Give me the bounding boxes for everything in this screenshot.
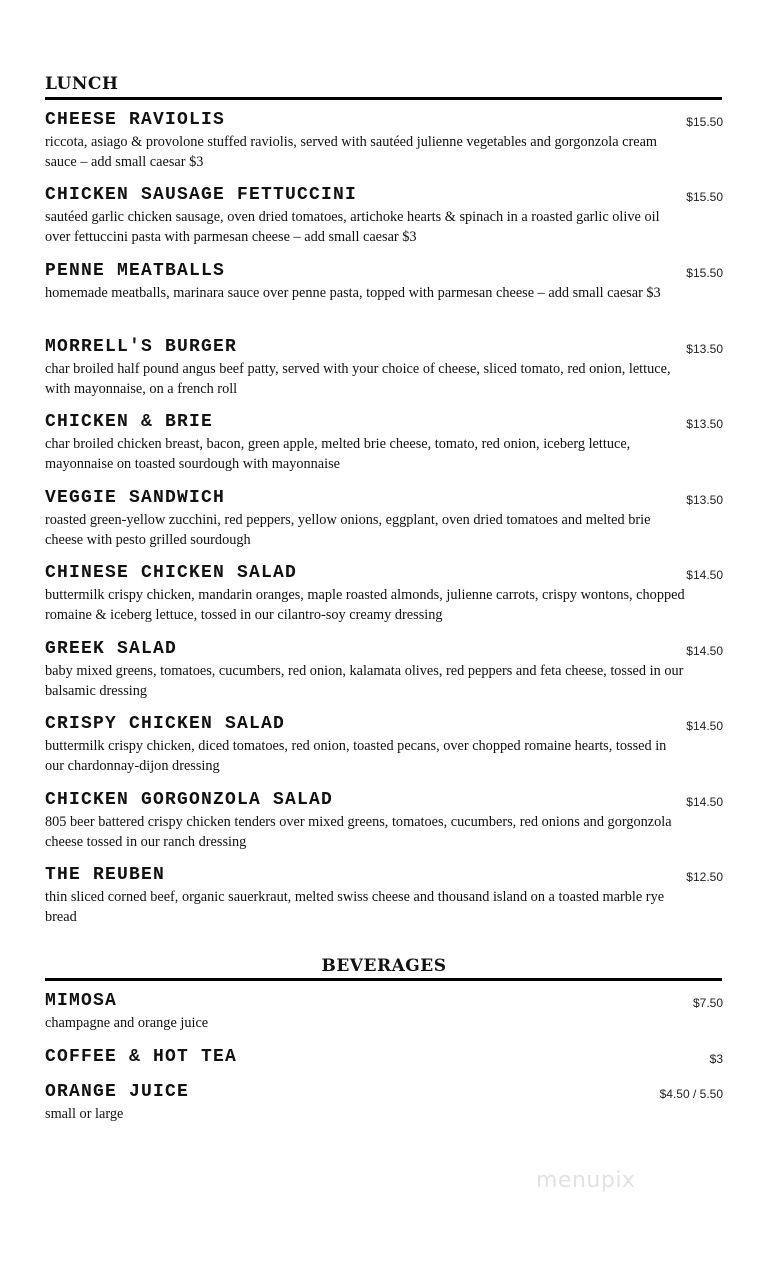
menu-item-chicken-brie xyxy=(45,412,725,474)
item-description: homemade meatballs, marinara sauce over penne pasta, topped with parmesan cheese – add small caesar $3 xyxy=(45,285,661,301)
menu-item-morrells-burger xyxy=(45,337,725,399)
item-name: CHEESE RAVIOLIS xyxy=(45,110,226,130)
menu-item-cheese-raviolis xyxy=(45,110,725,172)
beverages-divider xyxy=(45,978,722,981)
item-price: $4.50 / 5.50 xyxy=(659,1087,723,1101)
item-name: CHINESE CHICKEN SALAD xyxy=(45,563,298,583)
menu-item-chicken-gorgonzola-salad xyxy=(45,790,725,852)
item-name: PENNE MEATBALLS xyxy=(45,261,226,281)
item-description: buttermilk crispy chicken, mandarin oranges, maple roasted almonds, julienne carrots, crispy wontons, chopped romaine & iceberg lettuce, tossed in our cilantro-soy creamy dressing xyxy=(45,587,685,623)
item-name: ORANGE JUICE xyxy=(45,1082,190,1102)
item-description: 805 beer battered crispy chicken tenders over mixed greens, tomatoes, cucumbers, red onions and gorgonzola cheese tossed in our ranch dressing xyxy=(45,814,672,850)
item-name: CHICKEN SAUSAGE FETTUCCINI xyxy=(45,185,358,205)
beverages-section-title: BEVERAGES xyxy=(321,956,447,976)
menu-item-chinese-chicken-salad xyxy=(45,563,725,625)
item-description: champagne and orange juice xyxy=(45,1015,209,1031)
item-name: CRISPY CHICKEN SALAD xyxy=(45,714,286,734)
item-price: $15.50 xyxy=(686,190,723,204)
menu-item-orange-juice xyxy=(45,1082,725,1124)
item-description: char broiled half pound angus beef patty, served with your choice of cheese, sliced tomato, red onion, lettuce, with mayonnaise, on a french roll xyxy=(45,361,671,397)
item-description: roasted green-yellow zucchini, red peppers, yellow onions, eggplant, oven dried tomatoes and melted brie cheese with pesto grilled sourdough xyxy=(45,512,651,548)
lunch-divider xyxy=(45,97,722,100)
item-description: buttermilk crispy chicken, diced tomatoes, red onion, toasted pecans, over chopped romaine hearts, tossed in our chardonnay-dijon dressing xyxy=(45,738,667,774)
item-description: small or large xyxy=(45,1106,124,1122)
item-description: riccota, asiago & provolone stuffed raviolis, served with sautéed julienne vegetables and gorgonzola cream sauce – add small caesar $3 xyxy=(45,134,658,170)
menu-item-chicken-sausage-fettuccini xyxy=(45,185,725,247)
item-price: $13.50 xyxy=(686,493,723,507)
item-price: $14.50 xyxy=(686,795,723,809)
item-price: $14.50 xyxy=(686,568,723,582)
item-name: GREEK SALAD xyxy=(45,639,178,659)
menu-item-greek-salad xyxy=(45,639,725,701)
menu-item-coffee-hot-tea xyxy=(45,1047,725,1067)
item-price: $15.50 xyxy=(686,266,723,280)
item-description: baby mixed greens, tomatoes, cucumbers, red onion, kalamata olives, red peppers and feta cheese, tossed in our balsamic dressing xyxy=(45,663,684,699)
item-name: MIMOSA xyxy=(45,991,118,1011)
item-description: thin sliced corned beef, organic sauerkraut, melted swiss cheese and thousand island on a toasted marble rye bread xyxy=(45,889,665,925)
item-description: char broiled chicken breast, bacon, green apple, melted brie cheese, tomato, red onion, iceberg lettuce, mayonnaise on toasted sourdough with mayonnaise xyxy=(45,436,631,472)
menu-item-crispy-chicken-salad xyxy=(45,714,725,776)
watermark-logo: menupix xyxy=(536,1168,636,1193)
item-price: $14.50 xyxy=(686,644,723,658)
menu-item-penne-meatballs xyxy=(45,261,725,303)
item-price: $14.50 xyxy=(686,719,723,733)
menu-item-the-reuben xyxy=(45,865,725,927)
item-price: $3 xyxy=(709,1052,723,1066)
item-name: VEGGIE SANDWICH xyxy=(45,488,226,508)
lunch-section-title: LUNCH xyxy=(45,74,119,94)
item-name: CHICKEN GORGONZOLA SALAD xyxy=(45,790,334,810)
item-price: $7.50 xyxy=(692,996,723,1010)
item-name: CHICKEN & BRIE xyxy=(45,412,214,432)
item-price: $12.50 xyxy=(686,870,723,884)
item-price: $15.50 xyxy=(686,115,723,129)
item-description: sautéed garlic chicken sausage, oven dried tomatoes, artichoke hearts & spinach in a roasted garlic olive oil over fettuccini pasta with parmesan cheese – add small caesar $3 xyxy=(45,209,660,245)
item-name: MORRELL'S BURGER xyxy=(45,337,238,357)
item-name: THE REUBEN xyxy=(45,865,166,885)
menu-item-veggie-sandwich xyxy=(45,488,725,550)
item-price: $13.50 xyxy=(686,342,723,356)
item-name: COFFEE & HOT TEA xyxy=(45,1047,238,1067)
item-price: $13.50 xyxy=(686,417,723,431)
menu-item-mimosa xyxy=(45,991,725,1033)
